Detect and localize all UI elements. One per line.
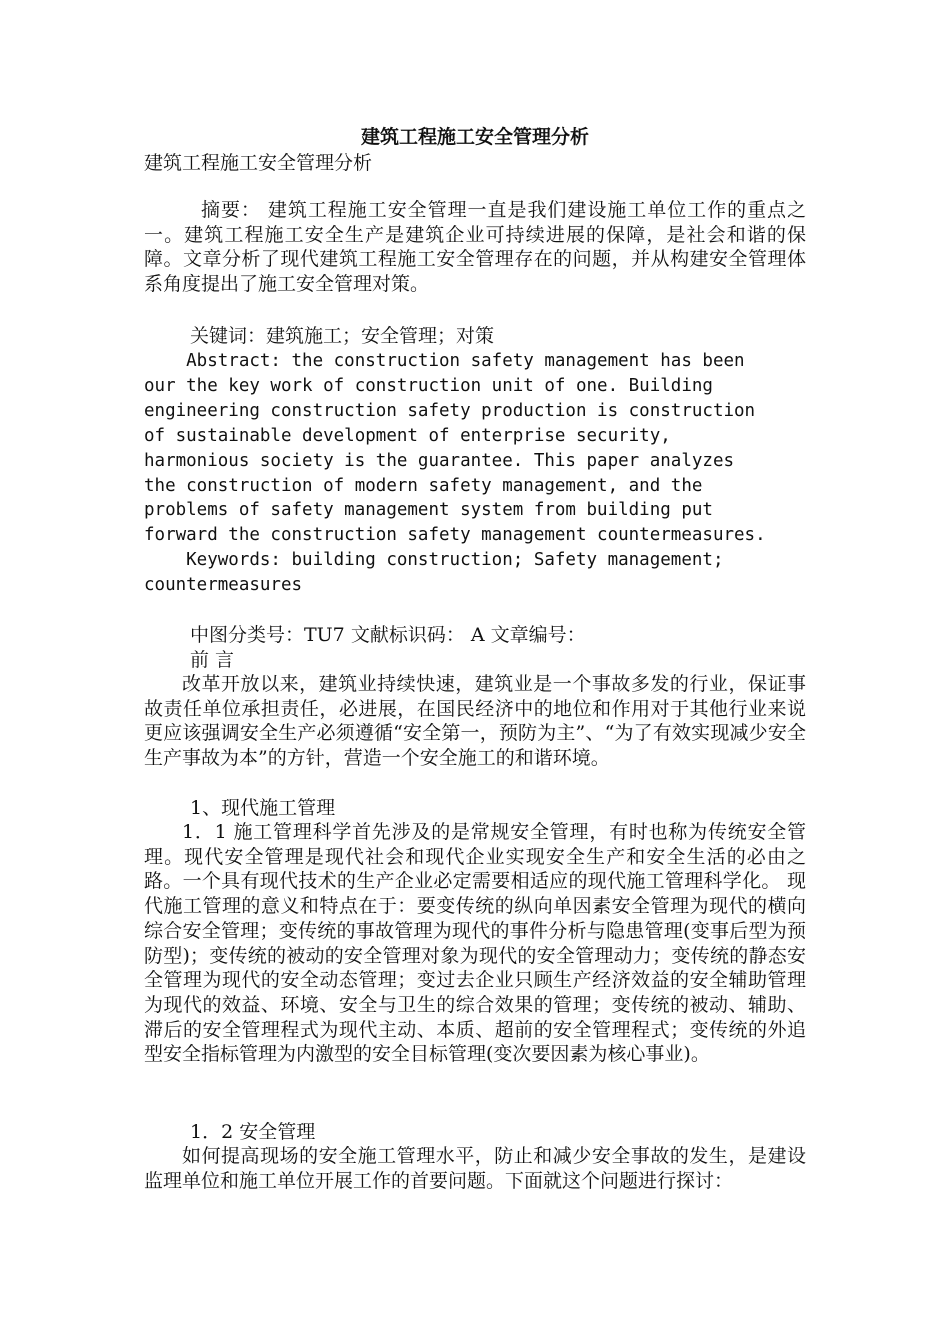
classification-line: 中图分类号：TU7 文献标识码： A 文章编号：	[190, 624, 586, 646]
document-title: 建筑工程施工安全管理分析	[360, 126, 589, 148]
section-1-heading: 1、现代施工管理	[190, 797, 336, 819]
section-1-1-paragraph: 1．1 施工管理科学首先涉及的是常规安全管理，有时也称为传统安全管理。现代安全管理是现代社会和现代企业实现安全生产和安全生活的必由之路。一个具有现代技术的生产企业必定需要相适应的现代施工管理科学化。 现代施工管理的意义和特点在于：要变传统的纵向单因素安全管理为现代的横向综合安全管理；变传统的事故管理为现代的事件分析与隐患管理(变事后型为预防型)；变传统的被动的安全管理对象为现代的安全管理动力；变传统的静态安全管理为现代的安全动态管理；变过去企业只顾生产经济效益的安全辅助管理为现代的效益、环境、安全与卫生的综合效果的管理；变传统的被动、辅助、滞后的安全管理程式为现代主动、本质、超前的安全管理程式；变传统的外追型安全指标管理为内激型的安全目标管理(变次要因素为核心事业)。	[144, 821, 806, 1066]
preface-heading: 前 言	[190, 649, 235, 671]
section-1-2-heading: 1．2 安全管理	[190, 1121, 316, 1143]
document-subtitle: 建筑工程施工安全管理分析	[144, 152, 373, 174]
section-1-2-paragraph: 如何提高现场的安全施工管理水平，防止和减少安全事故的发生，是建设监理单位和施工单位开展工作的首要问题。下面就这个问题进行探讨：	[144, 1145, 806, 1192]
abstract-en: Abstract: the construction safety management has been our the key work of construction unit of one. Building engineering construction safety production is construction of sustainable development of enterprise security, harmonious society is the guarantee. This paper analyzes the construction of modern safety management, and the problems of safety management system from building put forward the construction safety management countermeasures.	[144, 351, 766, 546]
abstract-cn: 摘要： 建筑工程施工安全管理一直是我们建设施工单位工作的重点之一。建筑工程施工安全生产是建筑企业可持续进展的保障，是社会和谐的保障。文章分析了现代建筑工程施工安全管理存在的问题，并从构建安全管理体系角度提出了施工安全管理对策。	[144, 199, 806, 296]
keywords-en: Keywords: building construction; Safety management; countermeasures	[144, 550, 724, 595]
preface-paragraph: 改革开放以来，建筑业持续快速，建筑业是一个事故多发的行业，保证事故责任单位承担责任，必进展，在国民经济中的地位和作用对于其他行业来说更应该强调安全生产必须遵循“安全第一，预防为主”、“为了有效实现减少安全生产事故为本”的方针，营造一个安全施工的和谐环境。	[144, 673, 806, 770]
keywords-cn: 关键词：建筑施工；安全管理；对策	[190, 325, 495, 347]
